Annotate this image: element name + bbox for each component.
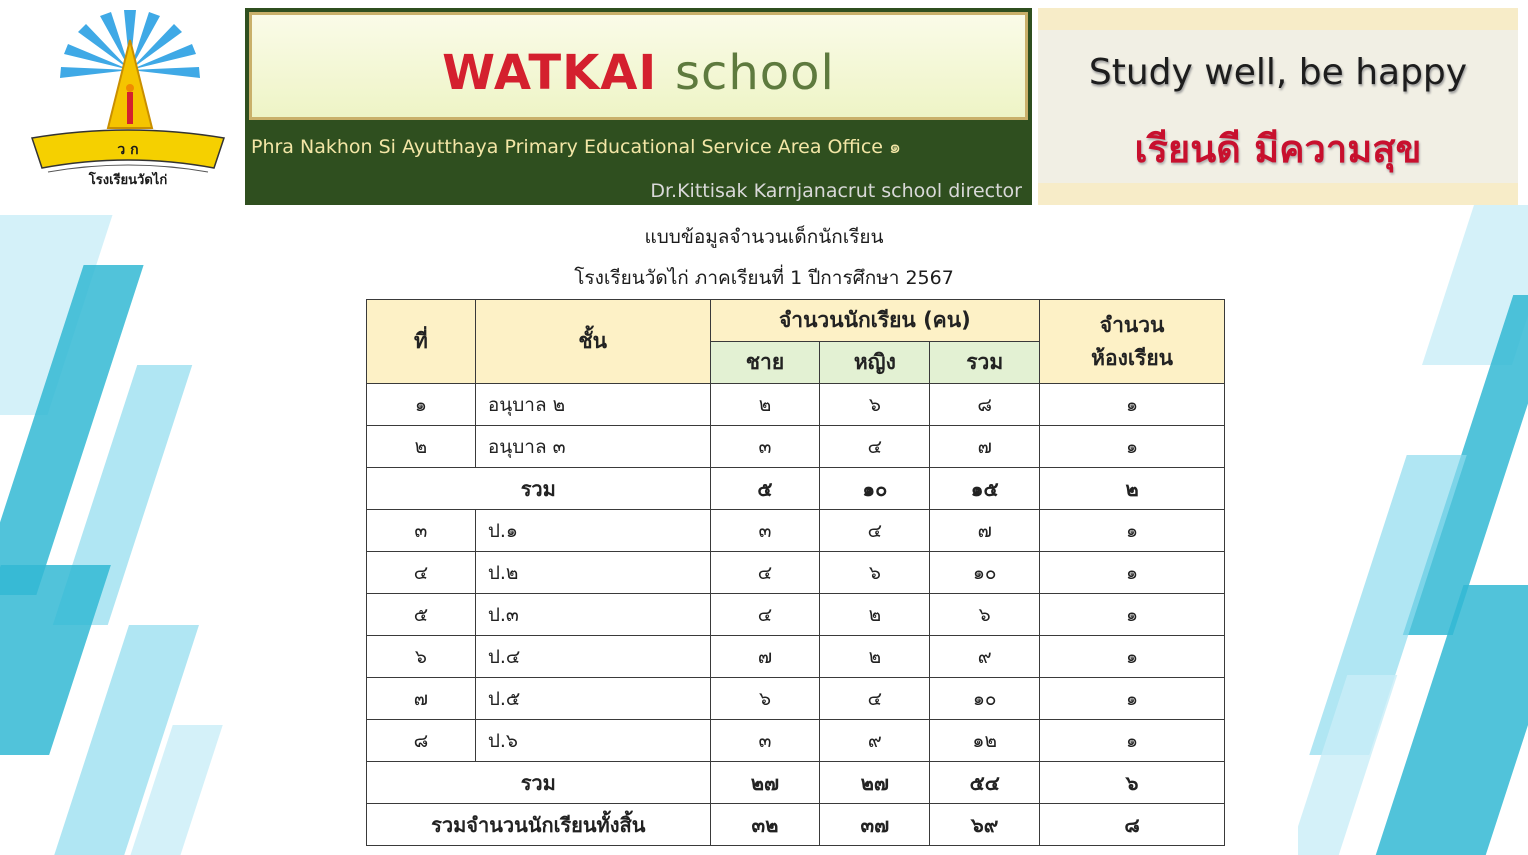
grand-total-female: ๓๗ xyxy=(820,804,930,846)
kindergarten-sum-row xyxy=(367,468,1225,510)
cell-no: ๓ xyxy=(367,510,476,552)
student-count-table xyxy=(366,299,1225,846)
school-header xyxy=(0,0,1528,205)
cell-no: ๗ xyxy=(367,678,476,720)
director-role: school director xyxy=(881,180,1022,202)
cell-female: ๔ xyxy=(820,510,930,552)
svg-text:โรงเรียนวัดไก่: โรงเรียนวัดไก่ xyxy=(88,173,168,188)
table-row xyxy=(367,594,1225,636)
sum-rooms: ๒ xyxy=(1040,468,1225,510)
grand-total-rooms: ๘ xyxy=(1040,804,1225,846)
cell-rooms: ๑ xyxy=(1040,678,1225,720)
document-title: แบบข้อมูลจำนวนเด็กนักเรียน xyxy=(644,226,884,248)
cell-rooms: ๑ xyxy=(1040,426,1225,468)
cell-total: ๘ xyxy=(930,384,1040,426)
cell-total: ๗ xyxy=(930,510,1040,552)
cell-total: ๗ xyxy=(930,426,1040,468)
header-rooms xyxy=(1040,300,1225,384)
grand-total-male: ๓๒ xyxy=(710,804,820,846)
right-decoration xyxy=(1298,205,1528,855)
brand-word-watkai: WATKAI xyxy=(442,45,658,101)
document-subtitle: โรงเรียนวัดไก่ ภาคเรียนที่ 1 ปีการศึกษา 2567 xyxy=(574,267,954,289)
cell-male: ๓ xyxy=(710,720,820,762)
sum-female: ๑๐ xyxy=(820,468,930,510)
header-no: ที่ xyxy=(367,300,476,384)
brand-title xyxy=(252,45,1025,101)
header-rooms-line1: จำนวน xyxy=(1099,312,1165,337)
sum-rooms: ๖ xyxy=(1040,762,1225,804)
cell-class: อนุบาล ๒ xyxy=(475,384,710,426)
director-name: Dr.Kittisak Karnjanacrut xyxy=(650,180,876,202)
logo-ribbon-icon xyxy=(28,128,228,190)
cell-class: ป.๒ xyxy=(475,552,710,594)
header-rooms-line2: ห้องเรียน xyxy=(1091,345,1173,370)
slogan-panel xyxy=(1038,8,1518,205)
director-line xyxy=(650,180,1022,202)
cell-class: ป.๑ xyxy=(475,510,710,552)
table-row xyxy=(367,510,1225,552)
cell-total: ๙ xyxy=(930,636,1040,678)
cell-rooms: ๑ xyxy=(1040,720,1225,762)
school-logo xyxy=(0,0,245,205)
cell-male: ๗ xyxy=(710,636,820,678)
cell-male: ๔ xyxy=(710,552,820,594)
sum-total: ๕๔ xyxy=(930,762,1040,804)
cell-no: ๒ xyxy=(367,426,476,468)
header-total: รวม xyxy=(930,342,1040,384)
cell-class: ป.๔ xyxy=(475,636,710,678)
office-line: Phra Nakhon Si Ayutthaya Primary Educational Service Area Office ๑ xyxy=(251,136,902,158)
cell-rooms: ๑ xyxy=(1040,594,1225,636)
slogan-english: Study well, be happy xyxy=(1088,52,1468,93)
cell-male: ๔ xyxy=(710,594,820,636)
cell-male: ๓ xyxy=(710,510,820,552)
cell-rooms: ๑ xyxy=(1040,510,1225,552)
header-students-group: จำนวนนักเรียน (คน) xyxy=(710,300,1040,342)
sum-male: ๒๗ xyxy=(710,762,820,804)
cell-female: ๒ xyxy=(820,636,930,678)
grand-total-row xyxy=(367,804,1225,846)
sum-label: รวม xyxy=(367,468,711,510)
header-class: ชั้น xyxy=(475,300,710,384)
cell-total: ๑๐ xyxy=(930,552,1040,594)
cell-total: ๑๐ xyxy=(930,678,1040,720)
cell-class: ป.๓ xyxy=(475,594,710,636)
table-row xyxy=(367,552,1225,594)
cell-female: ๔ xyxy=(820,426,930,468)
cell-no: ๕ xyxy=(367,594,476,636)
table-row xyxy=(367,636,1225,678)
cell-total: ๖ xyxy=(930,594,1040,636)
cell-male: ๖ xyxy=(710,678,820,720)
cell-no: ๘ xyxy=(367,720,476,762)
sum-label: รวม xyxy=(367,762,711,804)
cell-female: ๖ xyxy=(820,384,930,426)
brand-banner xyxy=(245,8,1032,205)
cell-no: ๑ xyxy=(367,384,476,426)
table-row xyxy=(367,678,1225,720)
slogan-thai: เรียนดี มีความสุข xyxy=(1134,127,1422,171)
grand-total-total: ๖๙ xyxy=(930,804,1040,846)
cell-total: ๑๒ xyxy=(930,720,1040,762)
brand-title-box xyxy=(249,12,1028,120)
primary-sum-row xyxy=(367,762,1225,804)
table-row xyxy=(367,426,1225,468)
cell-rooms: ๑ xyxy=(1040,552,1225,594)
cell-no: ๖ xyxy=(367,636,476,678)
sum-total: ๑๕ xyxy=(930,468,1040,510)
cell-male: ๓ xyxy=(710,426,820,468)
cell-rooms: ๑ xyxy=(1040,384,1225,426)
cell-class: ป.๕ xyxy=(475,678,710,720)
left-decoration xyxy=(0,205,230,855)
sum-female: ๒๗ xyxy=(820,762,930,804)
header-female: หญิง xyxy=(820,342,930,384)
cell-class: ป.๖ xyxy=(475,720,710,762)
grand-total-label: รวมจำนวนนักเรียนทั้งสิ้น xyxy=(367,804,711,846)
cell-female: ๙ xyxy=(820,720,930,762)
brand-word-school: school xyxy=(674,45,835,101)
cell-female: ๖ xyxy=(820,552,930,594)
sum-male: ๕ xyxy=(710,468,820,510)
table-row xyxy=(367,384,1225,426)
cell-female: ๒ xyxy=(820,594,930,636)
cell-rooms: ๑ xyxy=(1040,636,1225,678)
header-male: ชาย xyxy=(710,342,820,384)
svg-text:ว ก: ว ก xyxy=(117,142,139,158)
cell-male: ๒ xyxy=(710,384,820,426)
table-row xyxy=(367,720,1225,762)
cell-class: อนุบาล ๓ xyxy=(475,426,710,468)
cell-no: ๔ xyxy=(367,552,476,594)
cell-female: ๔ xyxy=(820,678,930,720)
sun-rays-icon xyxy=(60,10,200,135)
